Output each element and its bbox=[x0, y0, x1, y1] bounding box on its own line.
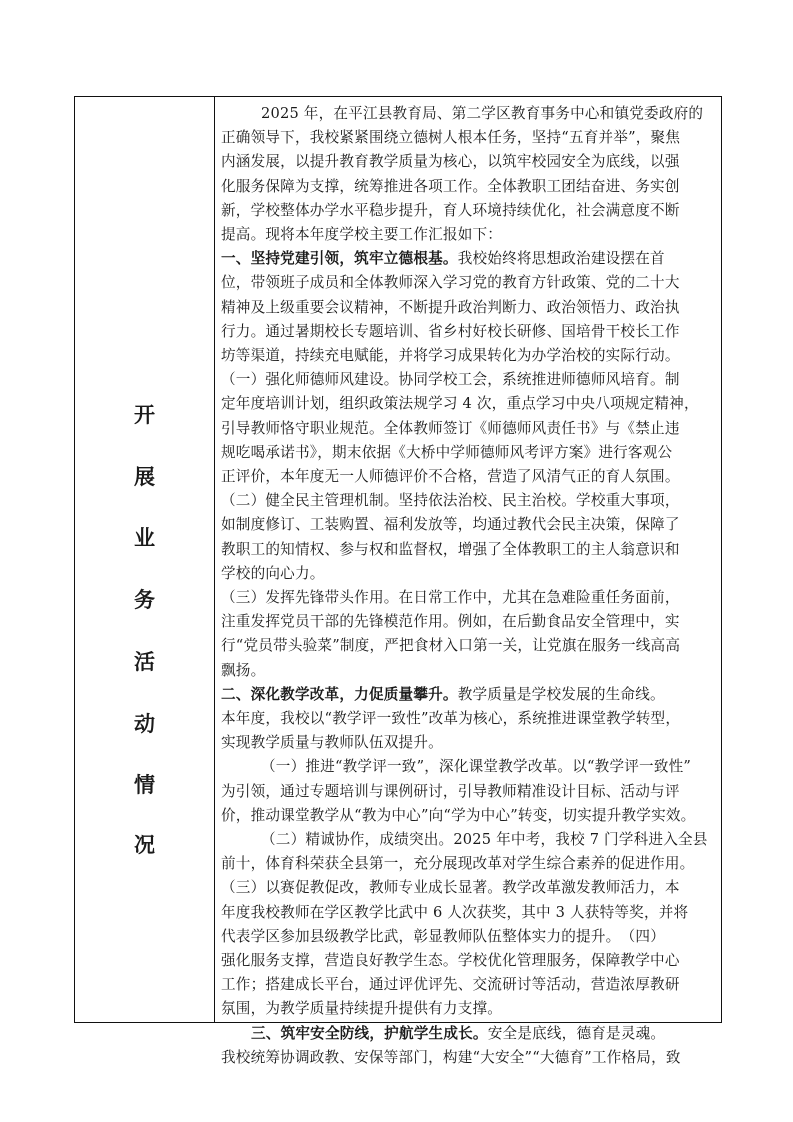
text-line bbox=[221, 683, 665, 707]
line-text: 内涵发展，以提升教育教学质量为核心，以筑牢校园安全为底线，以强 bbox=[221, 153, 680, 171]
line-text: 注重发挥党员干部的先锋模范作用。例如，在后勤食品安全管理中，实 bbox=[221, 613, 680, 631]
text-line bbox=[221, 271, 680, 295]
text-line bbox=[221, 973, 680, 997]
line-text: 实现教学质量与教师队伍双提升。 bbox=[221, 734, 443, 752]
text-line bbox=[221, 126, 680, 150]
line-text: （一）强化师德师风建设。协同学校工会，系统推进师德师风培育。制 bbox=[221, 371, 680, 389]
text-line bbox=[221, 634, 680, 658]
text-line bbox=[221, 150, 680, 174]
text-line bbox=[221, 296, 680, 320]
line-text: 正评价，本年度无一人师德评价不合格，营造了风清气正的育人氛围。 bbox=[221, 468, 680, 485]
row-label-char: 务 bbox=[134, 587, 155, 612]
line-text: 2025 年，在平江县教育局、第二学区教育事务中心和镇党委政府的 bbox=[261, 105, 704, 122]
line-text: 坊等渠道，持续充电赋能，并将学习成果转化为办学治校的实际行动。 bbox=[221, 347, 680, 364]
row-label-char: 业 bbox=[134, 525, 155, 550]
line-text: 安全是底线，德育是灵魂。 bbox=[487, 1024, 666, 1042]
column-divider bbox=[214, 97, 215, 1022]
line-text: 引导教师恪守职业规范。全体教师签订《师德师风责任书》与《禁止违 bbox=[221, 419, 680, 437]
line-text: 前十，体育科荣获全县第一，充分展现改革对学生综合素养的促进作用。 bbox=[221, 855, 695, 873]
text-line bbox=[221, 247, 665, 271]
line-text: （二）健全民主管理机制。坚持依法治校、民主治校。学校重大事项， bbox=[221, 492, 680, 510]
row-label-char: 活 bbox=[134, 649, 155, 674]
text-line bbox=[221, 513, 680, 537]
line-text: 如制度修订、工装购置、福利发放等，均通过教代会民主决策，保障了 bbox=[221, 516, 680, 534]
row-label-char: 开 bbox=[134, 402, 155, 427]
line-text: 代表学区参加县级教学比武，彰显教师队伍整体实力的提升。 （四） bbox=[221, 927, 666, 945]
line-text: 年度我校教师在学区教学比武中 6 人次获奖，其中 3 人获特等奖，并将 bbox=[221, 903, 689, 921]
text-line bbox=[221, 804, 695, 828]
section-heading: 三、筑牢安全防线，护航学生成长。 bbox=[251, 1024, 488, 1042]
text-line bbox=[221, 199, 680, 223]
line-text: 我校统筹协调政教、安保等部门，构建“大安全”“大德育”工作格局，致 bbox=[221, 1048, 681, 1066]
text-line bbox=[221, 175, 680, 199]
text-line bbox=[221, 659, 265, 683]
text-line bbox=[221, 417, 680, 441]
row-label-char: 情 bbox=[134, 772, 155, 797]
line-text: 行力。通过暑期校长专题培训、省乡村好校长研修、国培骨干校长工作 bbox=[221, 322, 680, 340]
text-line bbox=[221, 223, 502, 247]
line-text: （一）推进“教学评一致”，深化课堂教学改革。以“教学评一致性” bbox=[261, 758, 692, 776]
line-text: 精神及上级重要会议精神，不断提升政治判断力、政治领悟力、政治执 bbox=[221, 298, 680, 316]
text-line bbox=[221, 102, 703, 126]
text-line bbox=[221, 392, 699, 416]
text-line bbox=[221, 562, 325, 586]
section-heading: 二、深化教学改革，力促质量攀升。 bbox=[221, 685, 458, 703]
text-line bbox=[221, 368, 680, 392]
line-text: 氛围，为教学质量持续提升提供有力支撑。 bbox=[221, 1000, 503, 1018]
line-text: 飘扬。 bbox=[221, 661, 266, 679]
text-line bbox=[221, 344, 680, 368]
line-text: 强化服务支撑，营造良好教学生态。学校优化管理服务，保障教学中心 bbox=[221, 952, 680, 969]
line-text: 价，推动课堂教学从“教为中心”向“学为中心”转变，切实提升教学实效。 bbox=[221, 806, 696, 824]
row-label-char: 动 bbox=[134, 711, 155, 736]
line-text: 位，带领班子成员和全体教师深入学习党的教育方针政策、党的二十大 bbox=[221, 274, 680, 292]
text-line bbox=[221, 586, 680, 610]
text-line bbox=[221, 489, 680, 513]
line-text: 本年度，我校以“教学评一致性”改革为核心，系统推进课堂教学转型， bbox=[221, 710, 681, 727]
text-line bbox=[221, 949, 680, 973]
line-text: 教学质量是学校发展的生命线。 bbox=[457, 685, 665, 703]
line-text: 教职工的知情权、参与权和监督权，增强了全体教职工的主人翁意识和 bbox=[221, 540, 680, 558]
line-text: 化服务保障为支撑，统筹推进各项工作。全体教职工团结奋进、务实创 bbox=[221, 177, 680, 195]
line-text: 规吃喝承诺书》，期末依据《大桥中学师德师风考评方案》进行客观公 bbox=[221, 443, 673, 461]
line-text: 定年度培训计划，组织政策法规学习 4 次，重点学习中央八项规定精神， bbox=[221, 395, 699, 413]
line-text: 正确领导下，我校紧紧围绕立德树人根本任务，坚持“五育并举”，聚焦 bbox=[221, 129, 681, 147]
row-label-cell bbox=[75, 97, 214, 1022]
text-line bbox=[221, 441, 672, 465]
text-line bbox=[221, 731, 443, 755]
line-text: 我校始终将思想政治建设摆在首 bbox=[457, 250, 665, 268]
section-heading: 一、坚持党建引领，筑牢立德根基。 bbox=[221, 250, 458, 268]
text-line bbox=[221, 828, 708, 852]
line-text: 学校的向心力。 bbox=[221, 564, 325, 582]
line-text: （二）精诚协作，成绩突出。2025 年中考，我校 7 门学科进入全县 bbox=[261, 831, 708, 848]
line-text: 提高。现将本年度学校主要工作汇报如下： bbox=[221, 226, 503, 243]
text-line bbox=[221, 755, 691, 779]
text-line bbox=[221, 1022, 665, 1046]
row-label-char: 展 bbox=[134, 464, 155, 489]
text-line bbox=[221, 852, 694, 876]
line-text: 新，学校整体办学水平稳步提升，育人环境持续优化，社会满意度不断 bbox=[221, 201, 680, 219]
line-text: （三）以赛促教促改，教师专业成长显著。教学改革激发教师活力，本 bbox=[221, 879, 680, 897]
text-line bbox=[221, 925, 665, 949]
text-line bbox=[221, 465, 680, 489]
text-line bbox=[221, 876, 680, 900]
line-text: （三）发挥先锋带头作用。在日常工作中，尤其在急难险重任务面前， bbox=[221, 589, 680, 606]
text-line bbox=[221, 997, 502, 1021]
text-line bbox=[221, 901, 688, 925]
text-line bbox=[221, 707, 680, 731]
text-line bbox=[221, 1046, 681, 1070]
row-label-char: 况 bbox=[134, 832, 155, 857]
line-text: 为引领，通过专题培训与课例研讨，引导教师精准设计目标、活动与评 bbox=[221, 782, 680, 800]
line-text: 行“党员带头验菜”制度，严把食材入口第一关，让党旗在服务一线高高 bbox=[221, 637, 681, 655]
text-line bbox=[221, 610, 680, 634]
text-line bbox=[221, 538, 680, 562]
line-text: 工作；搭建成长平台，通过评优评先、交流研讨等活动，营造浓厚教研 bbox=[221, 976, 680, 994]
text-line bbox=[221, 320, 680, 344]
text-line bbox=[221, 780, 680, 804]
report-table bbox=[74, 96, 722, 1066]
